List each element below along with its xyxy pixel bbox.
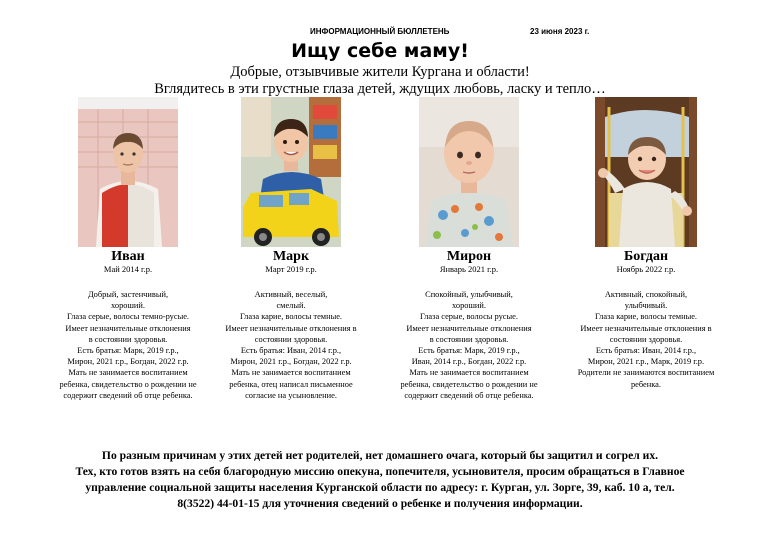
desc-line: в состоянии здоровья.	[429, 334, 509, 344]
child-description	[561, 289, 731, 390]
desc-line: содержит сведений об отце ребенка.	[404, 390, 534, 400]
footer-line: 8(3522) 44-01-15 для уточнения сведений о ребенке и получения информации.	[177, 497, 583, 510]
desc-line: Мирон, 2021 г.р., Богдан, 2022 г.р.	[230, 357, 352, 367]
desc-line: состоянии здоровья.	[254, 334, 328, 344]
desc-line: улыбчивый.	[624, 301, 668, 311]
desc-line: состоянии здоровья.	[609, 334, 683, 344]
child-photo-mark	[241, 97, 341, 247]
child-name: Марк	[272, 249, 310, 264]
child-photo-bogdan	[595, 97, 697, 247]
desc-line: хороший.	[452, 301, 486, 311]
child-photo-miron	[419, 97, 519, 247]
child-card-miron	[384, 97, 554, 401]
footer-line: Тех, кто готов взять на себя благородную миссию опекуна, попечителя, усыновителя, просим обращаться в Главное	[75, 465, 685, 478]
desc-line: Глаза серые, волосы темно-русые.	[66, 312, 190, 322]
desc-line: Мать не занимается воспитанием	[231, 368, 351, 378]
desc-line: ребенка.	[630, 379, 661, 389]
greeting-line-2: Вглядитесь в эти грустные глаза детей, ждущих любовь, ласку и тепло…	[154, 81, 606, 97]
bulletin-header	[0, 27, 760, 39]
desc-line: Есть братья: Марк, 2019 г.р.,	[77, 346, 179, 356]
child-card-mark	[206, 97, 376, 401]
child-card-ivan	[43, 97, 213, 401]
desc-line: содержит сведений об отце ребенка.	[63, 390, 193, 400]
desc-line: согласие на усыновление.	[245, 390, 337, 400]
desc-line: в состоянии здоровья.	[88, 334, 168, 344]
child-birthdate: Ноябрь 2022 г.р.	[616, 264, 676, 274]
child-photo-ivan	[78, 97, 178, 247]
bulletin-label: ИНФОРМАЦИОННЫЙ БЮЛЛЕТЕНЬ	[310, 27, 450, 36]
desc-line: Имеет незначительные отклонения в	[580, 323, 712, 333]
desc-line: Иван, 2014 г.р., Богдан, 2022 г.р.	[411, 357, 527, 367]
desc-line: Есть братья: Иван, 2014 г.р.,	[240, 346, 342, 356]
desc-line: Имеет незначительные отклонения в	[225, 323, 357, 333]
footer-line: управление социальной защиты населения Курганской области по адресу: г. Курган, ул. Зорге, 39, каб. 10 а, тел.	[85, 481, 675, 494]
child-name: Мирон	[446, 249, 492, 264]
desc-line: ребенка, свидетельство о рождении не	[59, 379, 197, 389]
desc-line: Мать не занимается воспитанием	[68, 368, 188, 378]
desc-line: хороший.	[111, 301, 145, 311]
child-name: Иван	[111, 249, 145, 264]
child-description	[43, 289, 213, 401]
desc-line: Спокойный, улыбчивый,	[425, 290, 513, 299]
desc-line: ребенка, свидетельство о рождении не	[400, 379, 538, 389]
footer-line: По разным причинам у этих детей нет родителей, нет домашнего очага, который бы защитил и согрел их.	[101, 449, 659, 462]
desc-line: Глаза серые, волосы русые.	[420, 312, 518, 322]
desc-line: Имеет незначительные отклонения	[406, 323, 532, 333]
child-name: Богдан	[623, 249, 669, 264]
desc-line: Есть братья: Иван, 2014 г.р.,	[595, 346, 697, 356]
child-card-bogdan	[561, 97, 731, 390]
greeting-line-1: Добрые, отзывчивые жители Кургана и области!	[230, 64, 530, 80]
desc-line: смелый.	[276, 301, 306, 311]
child-birthdate: Январь 2021 г.р.	[439, 264, 499, 274]
desc-line: Глаза карие, волосы темные.	[594, 312, 698, 322]
desc-line: ребенка, отец написал письменное	[229, 379, 353, 389]
child-birthdate: Март 2019 г.р.	[265, 264, 317, 274]
desc-line: Глаза карие, волосы темные.	[239, 312, 343, 322]
child-description	[384, 289, 554, 401]
desc-line: Активный, спокойный,	[604, 290, 688, 299]
desc-line: Есть братья: Марк, 2019 г.р.,	[418, 346, 520, 356]
contact-footer	[0, 448, 760, 512]
page-title: Ищу себе маму!	[291, 40, 469, 62]
desc-line: Мирон, 2021 г.р., Марк, 2019 г.р.	[587, 357, 705, 367]
bulletin-date: 23 июня 2023 г.	[530, 27, 590, 36]
desc-line: Добрый, застенчивый,	[87, 290, 169, 299]
desc-line: Активный, веселый,	[254, 290, 328, 299]
desc-line: Мать не занимается воспитанием	[409, 368, 529, 378]
child-description	[206, 289, 376, 401]
desc-line: Мирон, 2021 г.р., Богдан, 2022 г.р.	[67, 357, 189, 367]
child-birthdate: Май 2014 г.р.	[103, 264, 153, 274]
desc-line: Имеет незначительные отклонения	[65, 323, 191, 333]
desc-line: Родители не занимаются воспитанием	[577, 368, 715, 378]
